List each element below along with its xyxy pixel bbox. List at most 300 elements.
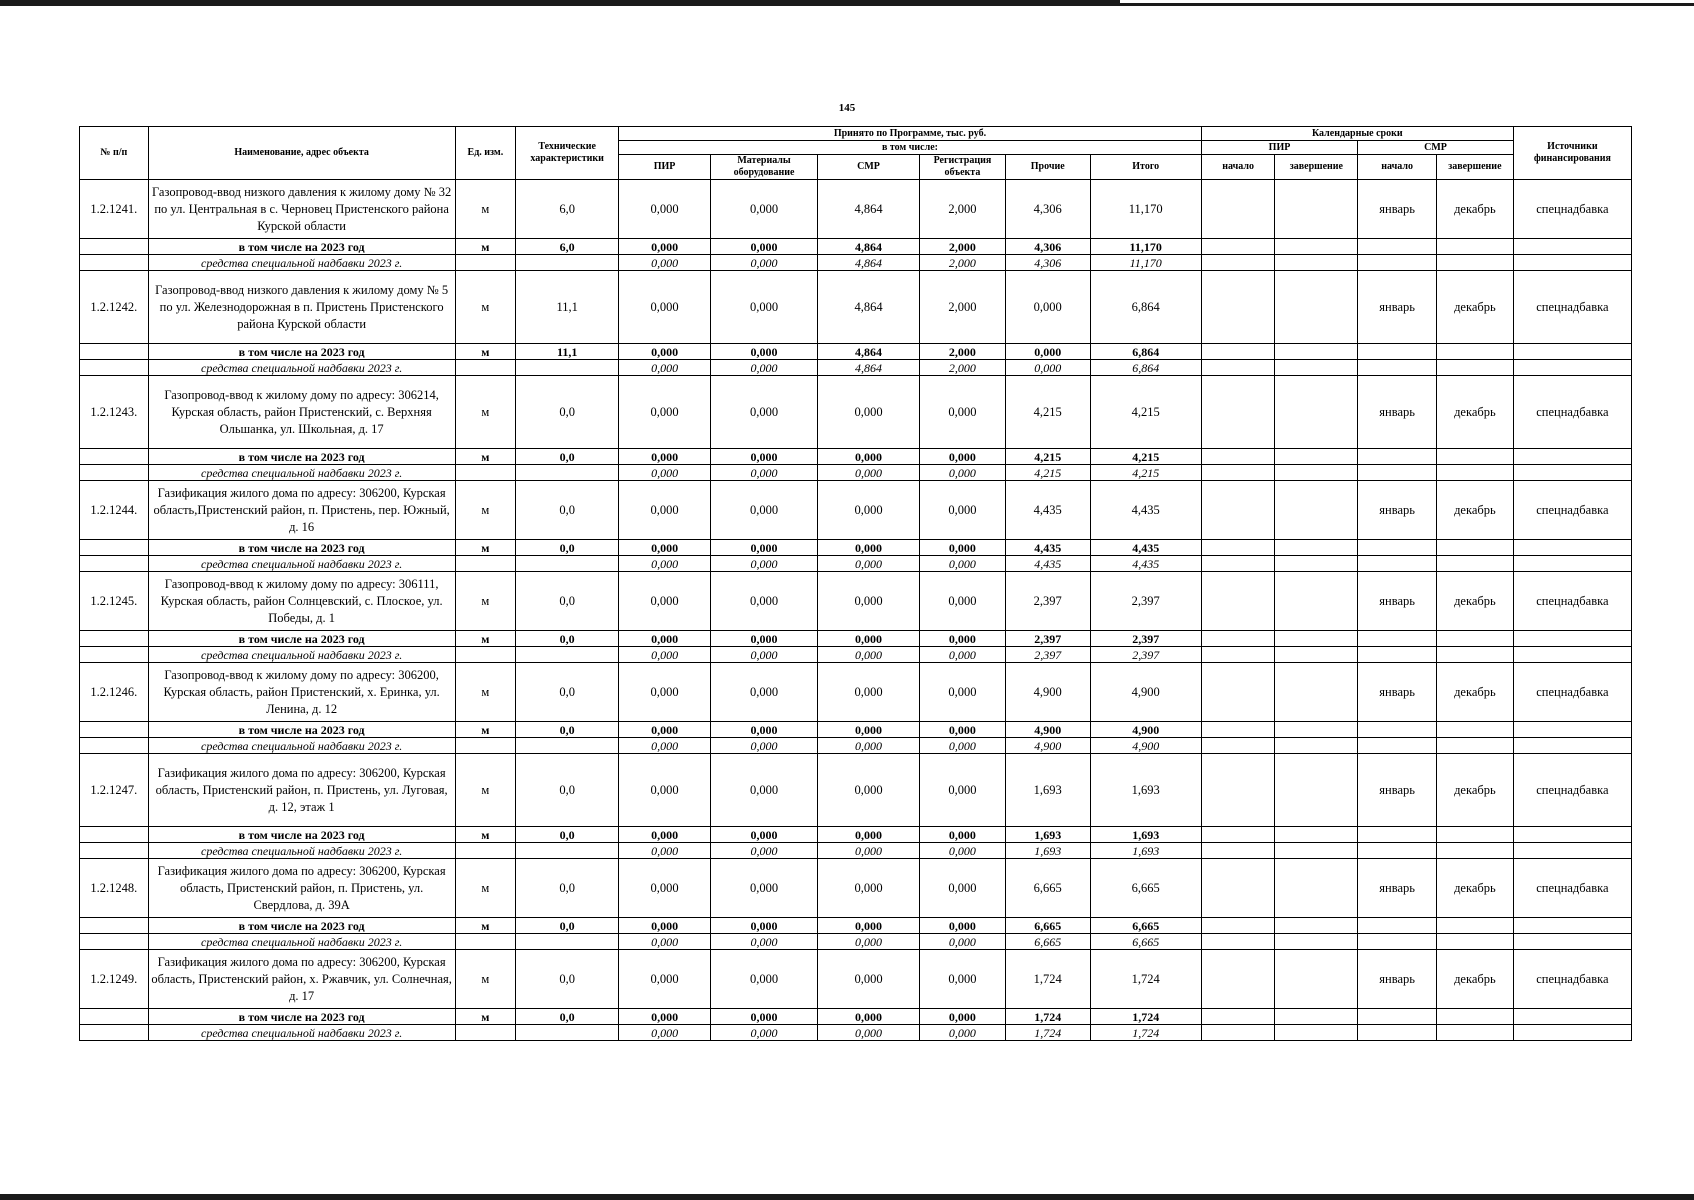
subtotal-num <box>80 918 149 934</box>
subtotal-materials: 0,000 <box>711 239 818 255</box>
subtotal-empty <box>1358 1009 1437 1025</box>
row-source: спецнадбавка <box>1513 950 1631 1009</box>
row-source: спецнадбавка <box>1513 376 1631 449</box>
row-smr-end: декабрь <box>1437 271 1514 344</box>
funding-total: 4,435 <box>1090 556 1201 572</box>
subtotal-materials: 0,000 <box>711 449 818 465</box>
subtotal-empty <box>1275 344 1358 360</box>
funding-registration: 2,000 <box>920 360 1006 376</box>
header-smr: СМР <box>818 155 920 180</box>
subtotal-empty <box>1437 344 1514 360</box>
subtotal-empty <box>1201 344 1275 360</box>
row-smr: 0,000 <box>818 572 920 631</box>
subtotal-empty <box>1275 827 1358 843</box>
funding-empty <box>1275 556 1358 572</box>
funding-empty <box>1513 1025 1631 1041</box>
subtotal-empty <box>1358 918 1437 934</box>
funding-row <box>80 934 1632 950</box>
subtotal-smr: 4,864 <box>818 239 920 255</box>
funding-tech <box>516 843 619 859</box>
funding-empty <box>1437 360 1514 376</box>
subtotal-label: в том числе на 2023 год <box>148 631 455 647</box>
row-materials: 0,000 <box>711 481 818 540</box>
header-total: Итого <box>1090 155 1201 180</box>
row-other: 2,397 <box>1005 572 1090 631</box>
row-num: 1.2.1241. <box>80 180 149 239</box>
row-name: Газификация жилого дома по адресу: 306200, Курская область, Пристенский район, х. Ржавчик, ул. Солнечная, д. 17 <box>148 950 455 1009</box>
subtotal-empty <box>1513 239 1631 255</box>
row-pir-start <box>1201 663 1275 722</box>
row-tech: 0,0 <box>516 950 619 1009</box>
row-smr: 4,864 <box>818 180 920 239</box>
subtotal-other: 6,665 <box>1005 918 1090 934</box>
subtotal-tech: 11,1 <box>516 344 619 360</box>
funding-materials: 0,000 <box>711 1025 818 1041</box>
funding-total: 11,170 <box>1090 255 1201 271</box>
table-row <box>80 754 1632 827</box>
subtotal-registration: 0,000 <box>920 827 1006 843</box>
row-name: Газопровод-ввод к жилому дому по адресу: 306214, Курская область, район Пристенский, с. Верхняя Ольшанка, ул. Школьная, д. 17 <box>148 376 455 449</box>
subtotal-label: в том числе на 2023 год <box>148 239 455 255</box>
funding-smr: 0,000 <box>818 647 920 663</box>
funding-row <box>80 360 1632 376</box>
funding-empty <box>1358 556 1437 572</box>
funding-label: средства специальной надбавки 2023 г. <box>148 255 455 271</box>
funding-materials: 0,000 <box>711 556 818 572</box>
subtotal-other: 2,397 <box>1005 631 1090 647</box>
row-other: 4,900 <box>1005 663 1090 722</box>
row-source: спецнадбавка <box>1513 754 1631 827</box>
subtotal-empty <box>1275 631 1358 647</box>
row-pir-end <box>1275 950 1358 1009</box>
table-row <box>80 180 1632 239</box>
subtotal-registration: 2,000 <box>920 344 1006 360</box>
scan-edge-bottom <box>0 1194 1694 1200</box>
subtotal-total: 1,724 <box>1090 1009 1201 1025</box>
funding-other: 1,693 <box>1005 843 1090 859</box>
funding-empty <box>1437 647 1514 663</box>
funding-num <box>80 934 149 950</box>
table-row <box>80 572 1632 631</box>
row-smr-end: декабрь <box>1437 754 1514 827</box>
subtotal-unit: м <box>455 239 516 255</box>
subtotal-pir: 0,000 <box>619 239 711 255</box>
funding-tech <box>516 1025 619 1041</box>
row-smr-end: декабрь <box>1437 481 1514 540</box>
row-unit: м <box>455 180 516 239</box>
row-num: 1.2.1248. <box>80 859 149 918</box>
row-source: спецнадбавка <box>1513 663 1631 722</box>
funding-smr: 0,000 <box>818 934 920 950</box>
row-pir: 0,000 <box>619 271 711 344</box>
funding-empty <box>1513 843 1631 859</box>
funding-num <box>80 1025 149 1041</box>
funding-label: средства специальной надбавки 2023 г. <box>148 465 455 481</box>
funding-registration: 2,000 <box>920 255 1006 271</box>
row-smr: 4,864 <box>818 271 920 344</box>
row-pir-start <box>1201 950 1275 1009</box>
subtotal-unit: м <box>455 918 516 934</box>
row-unit: м <box>455 859 516 918</box>
row-num: 1.2.1246. <box>80 663 149 722</box>
row-pir-start <box>1201 481 1275 540</box>
row-pir: 0,000 <box>619 663 711 722</box>
row-smr-end: декабрь <box>1437 950 1514 1009</box>
subtotal-registration: 0,000 <box>920 449 1006 465</box>
subtotal-empty <box>1275 449 1358 465</box>
row-smr-end: декабрь <box>1437 376 1514 449</box>
subtotal-other: 4,900 <box>1005 722 1090 738</box>
funding-unit <box>455 647 516 663</box>
row-smr: 0,000 <box>818 481 920 540</box>
funding-empty <box>1437 738 1514 754</box>
funding-empty <box>1275 465 1358 481</box>
funding-materials: 0,000 <box>711 255 818 271</box>
row-unit: м <box>455 376 516 449</box>
funding-empty <box>1513 360 1631 376</box>
subtotal-row <box>80 239 1632 255</box>
funding-empty <box>1513 934 1631 950</box>
subtotal-empty <box>1358 344 1437 360</box>
row-unit: м <box>455 572 516 631</box>
subtotal-row <box>80 631 1632 647</box>
table-row <box>80 481 1632 540</box>
subtotal-materials: 0,000 <box>711 827 818 843</box>
funding-num <box>80 738 149 754</box>
funding-empty <box>1275 360 1358 376</box>
funding-unit <box>455 556 516 572</box>
funding-num <box>80 843 149 859</box>
row-total: 6,665 <box>1090 859 1201 918</box>
funding-empty <box>1201 556 1275 572</box>
row-smr: 0,000 <box>818 663 920 722</box>
row-other: 4,215 <box>1005 376 1090 449</box>
funding-total: 4,215 <box>1090 465 1201 481</box>
funding-num <box>80 465 149 481</box>
subtotal-smr: 0,000 <box>818 1009 920 1025</box>
row-total: 6,864 <box>1090 271 1201 344</box>
row-unit: м <box>455 271 516 344</box>
funding-unit <box>455 255 516 271</box>
funding-empty <box>1513 255 1631 271</box>
row-smr-start: январь <box>1358 572 1437 631</box>
subtotal-pir: 0,000 <box>619 344 711 360</box>
funding-label: средства специальной надбавки 2023 г. <box>148 738 455 754</box>
funding-empty <box>1358 1025 1437 1041</box>
row-pir-start <box>1201 271 1275 344</box>
header-sources: Источники финансирования <box>1513 127 1631 180</box>
funding-empty <box>1437 465 1514 481</box>
subtotal-empty <box>1358 827 1437 843</box>
funding-materials: 0,000 <box>711 647 818 663</box>
row-pir-end <box>1275 481 1358 540</box>
funding-materials: 0,000 <box>711 934 818 950</box>
subtotal-empty <box>1201 827 1275 843</box>
subtotal-other: 4,215 <box>1005 449 1090 465</box>
row-pir: 0,000 <box>619 754 711 827</box>
funding-empty <box>1513 465 1631 481</box>
funding-num <box>80 255 149 271</box>
table-row <box>80 271 1632 344</box>
subtotal-total: 6,864 <box>1090 344 1201 360</box>
funding-other: 4,435 <box>1005 556 1090 572</box>
row-materials: 0,000 <box>711 376 818 449</box>
row-source: спецнадбавка <box>1513 572 1631 631</box>
row-smr-start: январь <box>1358 481 1437 540</box>
subtotal-total: 6,665 <box>1090 918 1201 934</box>
subtotal-total: 2,397 <box>1090 631 1201 647</box>
row-tech: 6,0 <box>516 180 619 239</box>
row-pir-start <box>1201 754 1275 827</box>
funding-empty <box>1358 647 1437 663</box>
subtotal-smr: 0,000 <box>818 722 920 738</box>
row-other: 1,693 <box>1005 754 1090 827</box>
row-num: 1.2.1245. <box>80 572 149 631</box>
row-name: Газификация жилого дома по адресу: 306200, Курская область,Пристенский район, п. Пристень, пер. Южный, д. 16 <box>148 481 455 540</box>
subtotal-materials: 0,000 <box>711 631 818 647</box>
funding-smr: 0,000 <box>818 1025 920 1041</box>
subtotal-empty <box>1201 540 1275 556</box>
subtotal-num <box>80 449 149 465</box>
row-smr-start: январь <box>1358 859 1437 918</box>
funding-row <box>80 738 1632 754</box>
subtotal-empty <box>1437 827 1514 843</box>
funding-total: 6,864 <box>1090 360 1201 376</box>
header-calendar: Календарные сроки <box>1201 127 1513 141</box>
funding-pir: 0,000 <box>619 1025 711 1041</box>
header-cal-pir: ПИР <box>1201 141 1357 155</box>
funding-empty <box>1201 1025 1275 1041</box>
header-tech: Технические характеристики <box>516 127 619 180</box>
row-name: Газопровод-ввод к жилому дому по адресу: 306200, Курская область, район Пристенский, х. Еринка, ул. Ленина, д. 12 <box>148 663 455 722</box>
subtotal-empty <box>1513 918 1631 934</box>
funding-row <box>80 465 1632 481</box>
subtotal-pir: 0,000 <box>619 827 711 843</box>
funding-registration: 0,000 <box>920 556 1006 572</box>
row-total: 1,724 <box>1090 950 1201 1009</box>
funding-label: средства специальной надбавки 2023 г. <box>148 360 455 376</box>
subtotal-registration: 0,000 <box>920 540 1006 556</box>
funding-materials: 0,000 <box>711 738 818 754</box>
header-accepted: Принято по Программе, тыс. руб. <box>619 127 1202 141</box>
funding-materials: 0,000 <box>711 360 818 376</box>
row-num: 1.2.1247. <box>80 754 149 827</box>
row-num: 1.2.1244. <box>80 481 149 540</box>
row-name: Газификация жилого дома по адресу: 306200, Курская область, Пристенский район, п. Пристень, ул. Свердлова, д. 39А <box>148 859 455 918</box>
subtotal-num <box>80 239 149 255</box>
row-registration: 0,000 <box>920 376 1006 449</box>
funding-empty <box>1201 647 1275 663</box>
row-tech: 0,0 <box>516 754 619 827</box>
row-registration: 0,000 <box>920 859 1006 918</box>
row-smr: 0,000 <box>818 950 920 1009</box>
subtotal-total: 11,170 <box>1090 239 1201 255</box>
subtotal-empty <box>1437 918 1514 934</box>
funding-total: 6,665 <box>1090 934 1201 950</box>
row-source: спецнадбавка <box>1513 481 1631 540</box>
funding-empty <box>1201 738 1275 754</box>
funding-empty <box>1358 738 1437 754</box>
subtotal-num <box>80 1009 149 1025</box>
funding-empty <box>1275 255 1358 271</box>
row-pir: 0,000 <box>619 376 711 449</box>
row-pir-end <box>1275 271 1358 344</box>
funding-empty <box>1437 1025 1514 1041</box>
subtotal-num <box>80 631 149 647</box>
subtotal-tech: 0,0 <box>516 918 619 934</box>
funding-registration: 0,000 <box>920 1025 1006 1041</box>
funding-registration: 0,000 <box>920 843 1006 859</box>
row-pir-end <box>1275 572 1358 631</box>
subtotal-empty <box>1358 631 1437 647</box>
funding-empty <box>1437 934 1514 950</box>
subtotal-unit: м <box>455 827 516 843</box>
subtotal-empty <box>1201 722 1275 738</box>
subtotal-smr: 4,864 <box>818 344 920 360</box>
subtotal-materials: 0,000 <box>711 540 818 556</box>
funding-tech <box>516 934 619 950</box>
row-name: Газопровод-ввод низкого давления к жилому дому № 32 по ул. Центральная в с. Черновец Пристенского района Курской области <box>148 180 455 239</box>
row-smr: 0,000 <box>818 754 920 827</box>
funding-materials: 0,000 <box>711 465 818 481</box>
table-header <box>80 127 1632 180</box>
row-pir: 0,000 <box>619 950 711 1009</box>
row-pir: 0,000 <box>619 180 711 239</box>
subtotal-num <box>80 540 149 556</box>
row-tech: 0,0 <box>516 376 619 449</box>
subtotal-empty <box>1275 1009 1358 1025</box>
funding-row <box>80 255 1632 271</box>
funding-unit <box>455 843 516 859</box>
subtotal-label: в том числе на 2023 год <box>148 722 455 738</box>
row-smr: 0,000 <box>818 376 920 449</box>
subtotal-tech: 0,0 <box>516 1009 619 1025</box>
funding-pir: 0,000 <box>619 360 711 376</box>
funding-pir: 0,000 <box>619 843 711 859</box>
header-name: Наименование, адрес объекта <box>148 127 455 180</box>
row-materials: 0,000 <box>711 572 818 631</box>
row-pir: 0,000 <box>619 859 711 918</box>
subtotal-row <box>80 449 1632 465</box>
header-pir-end: завершение <box>1275 155 1358 180</box>
subtotal-empty <box>1437 449 1514 465</box>
funding-row <box>80 1025 1632 1041</box>
funding-row <box>80 647 1632 663</box>
subtotal-smr: 0,000 <box>818 449 920 465</box>
row-other: 0,000 <box>1005 271 1090 344</box>
row-tech: 0,0 <box>516 859 619 918</box>
row-smr-start: январь <box>1358 271 1437 344</box>
funding-pir: 0,000 <box>619 934 711 950</box>
funding-smr: 0,000 <box>818 556 920 572</box>
funding-label: средства специальной надбавки 2023 г. <box>148 556 455 572</box>
subtotal-total: 4,435 <box>1090 540 1201 556</box>
funding-registration: 0,000 <box>920 647 1006 663</box>
funding-empty <box>1437 556 1514 572</box>
funding-registration: 0,000 <box>920 934 1006 950</box>
subtotal-pir: 0,000 <box>619 1009 711 1025</box>
row-num: 1.2.1249. <box>80 950 149 1009</box>
funding-materials: 0,000 <box>711 843 818 859</box>
funding-empty <box>1201 934 1275 950</box>
subtotal-row <box>80 722 1632 738</box>
funding-empty <box>1358 934 1437 950</box>
funding-pir: 0,000 <box>619 556 711 572</box>
row-pir-start <box>1201 859 1275 918</box>
funding-empty <box>1275 934 1358 950</box>
subtotal-pir: 0,000 <box>619 722 711 738</box>
funding-empty <box>1358 465 1437 481</box>
header-including: в том числе: <box>619 141 1202 155</box>
funding-tech <box>516 647 619 663</box>
subtotal-empty <box>1201 631 1275 647</box>
subtotal-tech: 0,0 <box>516 827 619 843</box>
subtotal-empty <box>1513 827 1631 843</box>
subtotal-registration: 0,000 <box>920 1009 1006 1025</box>
funding-empty <box>1358 360 1437 376</box>
funding-total: 1,693 <box>1090 843 1201 859</box>
subtotal-empty <box>1358 722 1437 738</box>
row-registration: 2,000 <box>920 271 1006 344</box>
subtotal-pir: 0,000 <box>619 449 711 465</box>
funding-unit <box>455 738 516 754</box>
subtotal-num <box>80 722 149 738</box>
funding-label: средства специальной надбавки 2023 г. <box>148 843 455 859</box>
subtotal-pir: 0,000 <box>619 918 711 934</box>
funding-smr: 0,000 <box>818 843 920 859</box>
table-row <box>80 859 1632 918</box>
subtotal-num <box>80 344 149 360</box>
row-pir: 0,000 <box>619 481 711 540</box>
row-source: спецнадбавка <box>1513 859 1631 918</box>
row-pir-start <box>1201 572 1275 631</box>
row-other: 6,665 <box>1005 859 1090 918</box>
row-name: Газификация жилого дома по адресу: 306200, Курская область, Пристенский район, п. Пристень, ул. Луговая, д. 12, этаж 1 <box>148 754 455 827</box>
subtotal-empty <box>1513 1009 1631 1025</box>
subtotal-empty <box>1275 722 1358 738</box>
funding-tech <box>516 738 619 754</box>
row-smr: 0,000 <box>818 859 920 918</box>
row-smr-end: декабрь <box>1437 180 1514 239</box>
subtotal-unit: м <box>455 1009 516 1025</box>
funding-unit <box>455 934 516 950</box>
subtotal-label: в том числе на 2023 год <box>148 827 455 843</box>
subtotal-row <box>80 540 1632 556</box>
header-pir-start: начало <box>1201 155 1275 180</box>
row-source: спецнадбавка <box>1513 180 1631 239</box>
row-materials: 0,000 <box>711 271 818 344</box>
subtotal-empty <box>1201 239 1275 255</box>
scan-edge-gap <box>1120 0 1694 3</box>
funding-empty <box>1437 255 1514 271</box>
funding-unit <box>455 1025 516 1041</box>
subtotal-empty <box>1201 449 1275 465</box>
funding-empty <box>1201 843 1275 859</box>
subtotal-smr: 0,000 <box>818 631 920 647</box>
funding-empty <box>1275 647 1358 663</box>
funding-other: 4,306 <box>1005 255 1090 271</box>
funding-empty <box>1358 255 1437 271</box>
subtotal-materials: 0,000 <box>711 1009 818 1025</box>
subtotal-total: 4,215 <box>1090 449 1201 465</box>
subtotal-total: 4,900 <box>1090 722 1201 738</box>
subtotal-other: 4,306 <box>1005 239 1090 255</box>
funding-label: средства специальной надбавки 2023 г. <box>148 647 455 663</box>
row-unit: м <box>455 950 516 1009</box>
funding-total: 4,900 <box>1090 738 1201 754</box>
subtotal-empty <box>1201 1009 1275 1025</box>
subtotal-registration: 0,000 <box>920 918 1006 934</box>
